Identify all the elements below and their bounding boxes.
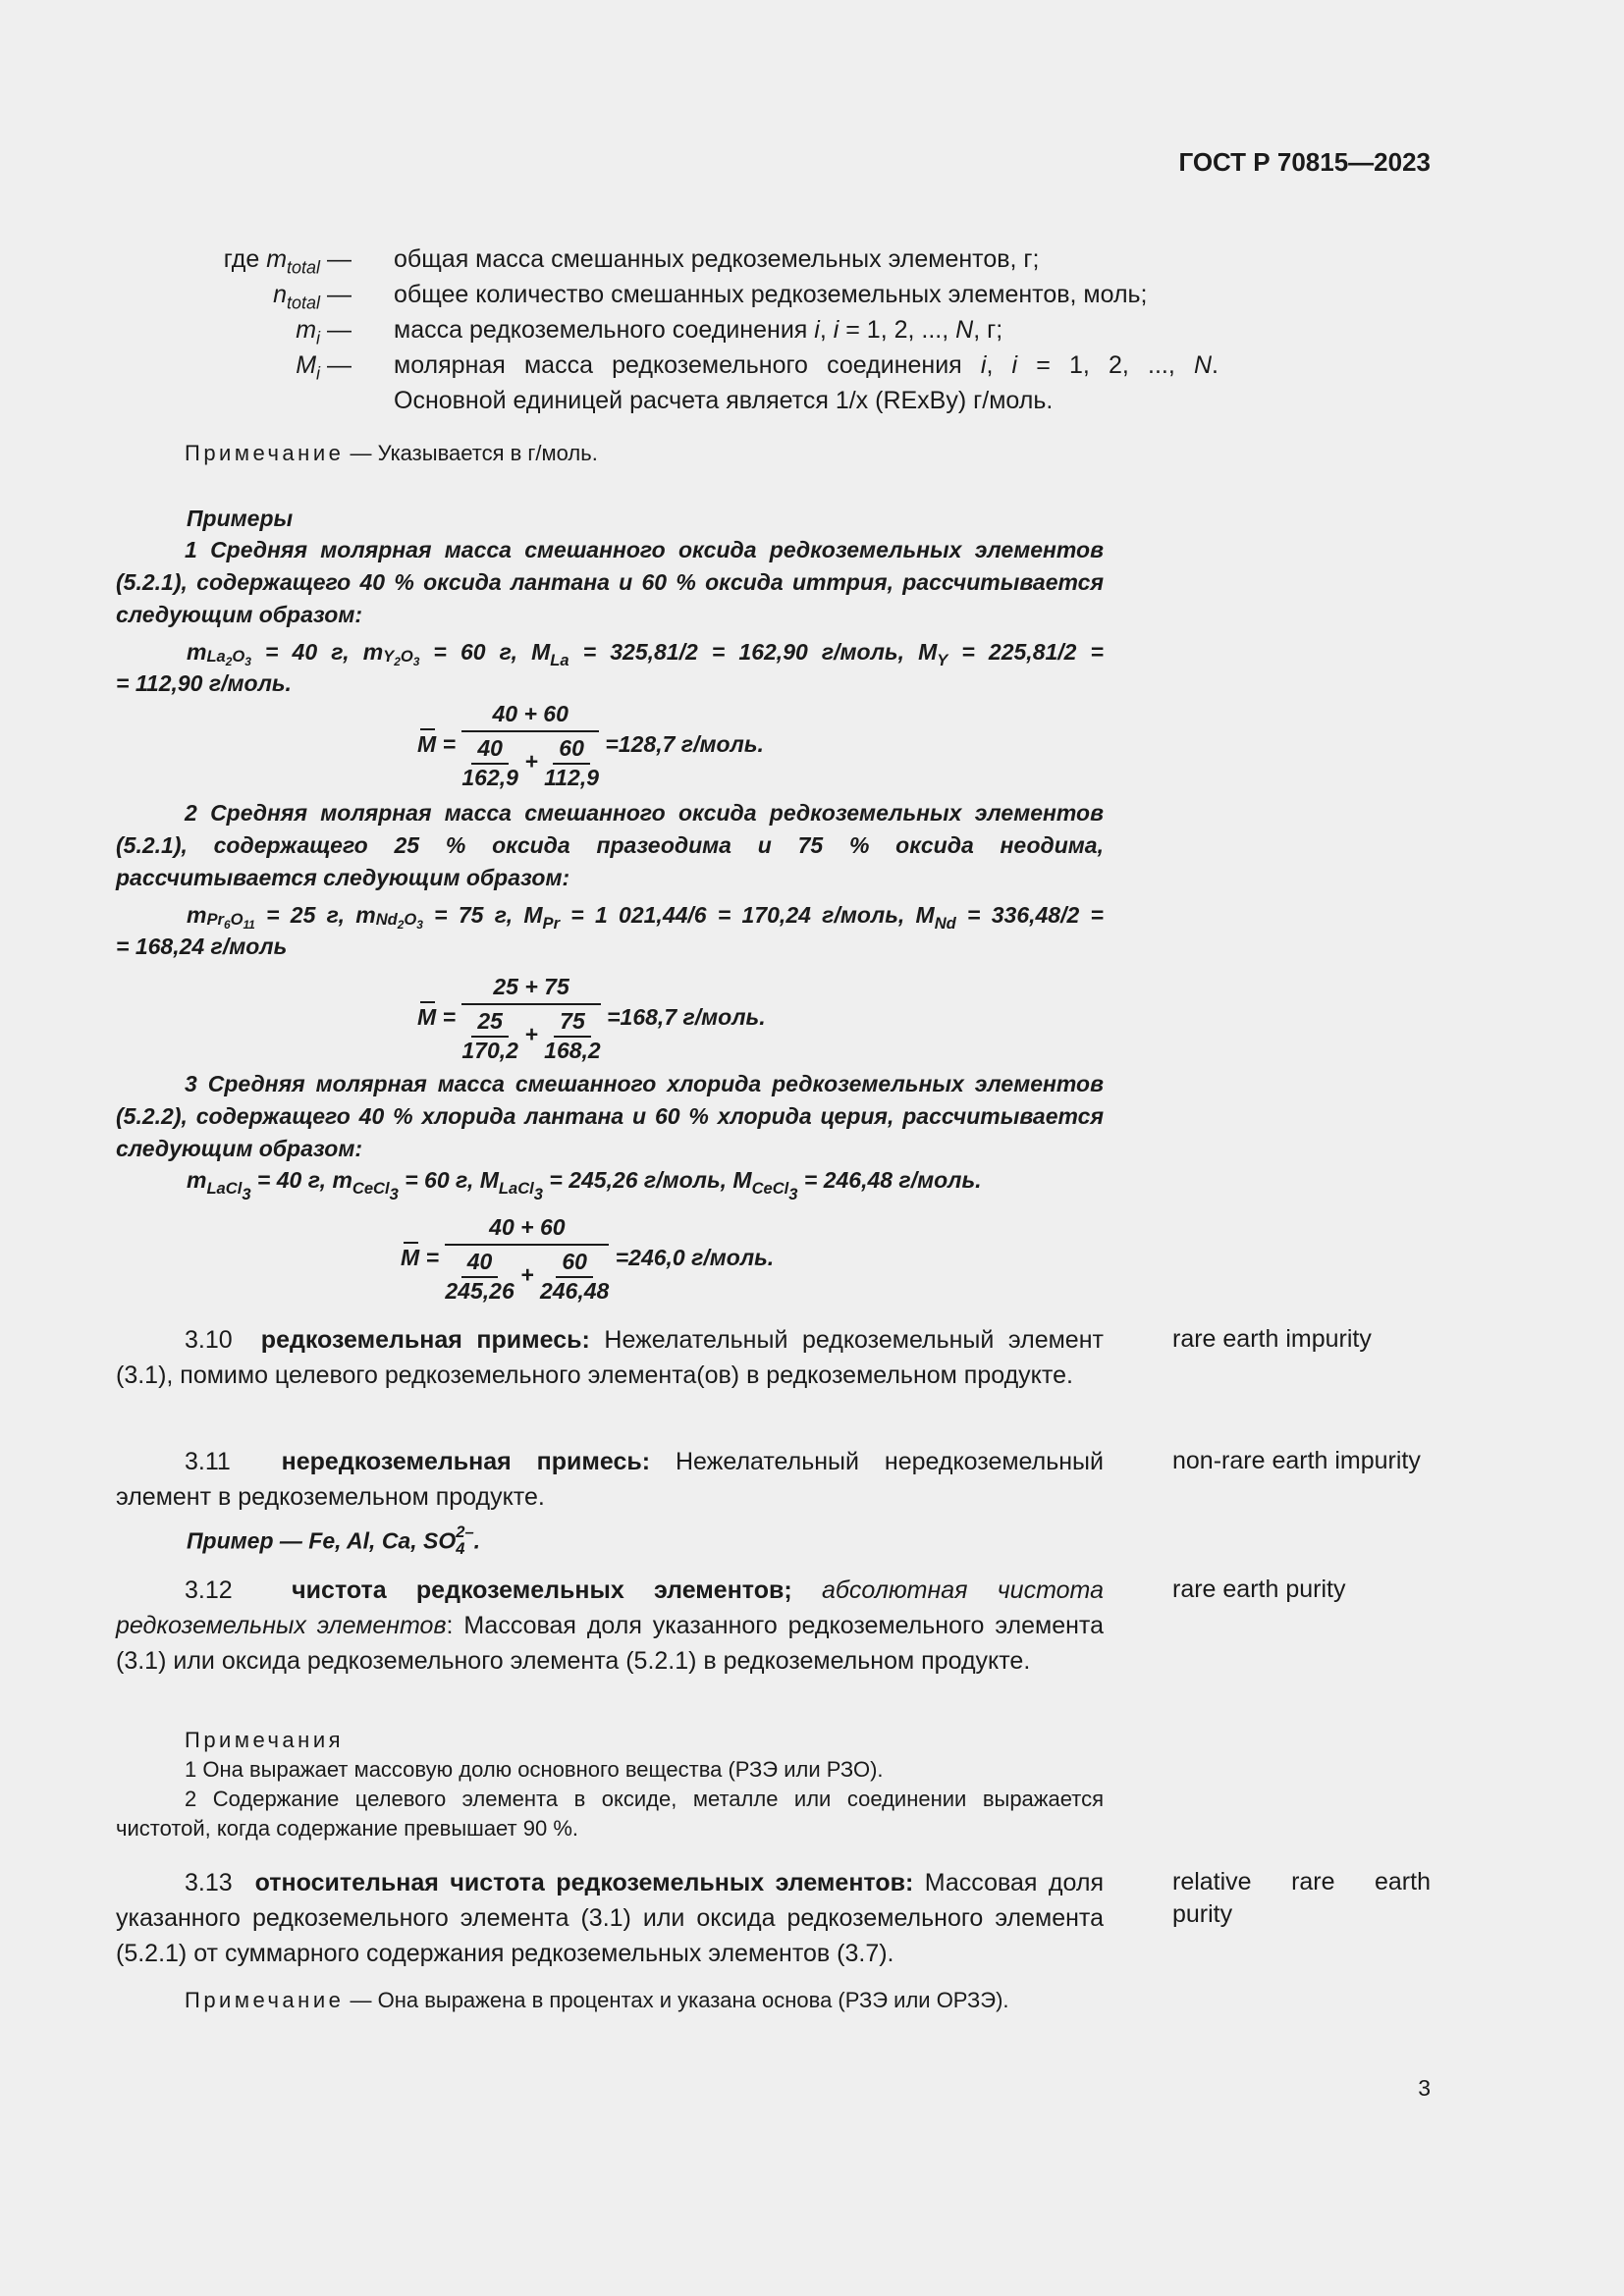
fraction (461, 701, 599, 791)
legend-symbol: где $m_{total}$ — (223, 245, 352, 278)
term-3-11: 3.11 нередкоземельная примесь: Нежелательный нередкоземельный элемент в редкоземельном продукте. (116, 1448, 1104, 1511)
fraction-denominator: $\frac{25}{170,2}$ + $\frac{75}{168,2}$ (461, 1003, 600, 1064)
legend-row (116, 241, 1225, 277)
example-1-data: m $La_2O_3$ = 40 г, m $Y_2O_3$ = 60 г, $M_{La} = 325,81/2 = 162,90$ г/моль, $M_Y = 225,81/2$ = (187, 639, 1104, 668)
note-label: Примечание (185, 441, 345, 465)
term-3-13-english: relative rare earth purity (1172, 1868, 1431, 1928)
term-3-11-example: Пример — Fe, Al, Ca, SO 2– 4 . (187, 1522, 481, 1558)
fraction (445, 1214, 609, 1305)
fraction (461, 974, 600, 1064)
legend-symbol: $M_i$ — (296, 351, 352, 384)
note-text: — Указывается в г/моль. (350, 441, 598, 465)
formula-1: M = 40 + 60 $\frac{40}{162,9}$ + $\frac{60}{112,9}$ =128,7 г/моль. (417, 701, 764, 790)
term-3-13-note: Примечание — Она выражена в процентах и указана основа (РЗЭ или ОРЗЭ). (185, 1988, 1009, 2012)
fraction-numerator: 40 + 60 (492, 701, 568, 726)
term-3-11-english: non-rare earth impurity (1172, 1447, 1421, 1474)
example-3-text: 3 Средняя молярная масса смешанного хлорида редкоземельных элементов (5.2.2), содержащего 40 % хлорида лантана и 60 % хлорида церия, рассчитывается следующим образом: (116, 1071, 1104, 1161)
fraction-numerator: 40 + 60 (489, 1214, 566, 1240)
term-3-12-english: rare earth purity (1172, 1575, 1346, 1603)
formula-result: =168,7 г/моль. (607, 1004, 766, 1031)
fraction-denominator: $\frac{40}{245,26}$ + $\frac{60}{246,48}$ (445, 1244, 609, 1305)
mean-molar-mass-symbol: M (417, 731, 437, 758)
fraction-denominator: $\frac{40}{162,9}$ + $\frac{60}{112,9}$ (461, 730, 599, 791)
page-number: 3 (1418, 2075, 1431, 2101)
mean-molar-mass-symbol: M (417, 1004, 437, 1031)
legend-desc: общее количество смешанных редкоземельных элементов, моль; (394, 281, 1148, 308)
examples-heading: Примеры (187, 506, 294, 531)
term-3-10-english: rare earth impurity (1172, 1325, 1372, 1353)
example-1-text: 1 Средняя молярная масса смешанного оксида редкоземельных элементов (5.2.1), содержащего 40 % оксида лантана и 60 % оксида иттрия, рассчитывается следующим образом: (116, 537, 1104, 627)
formula-2: M = 25 + 75 $\frac{25}{170,2}$ + $\frac{75}{168,2}$ =168,7 г/моль. (417, 974, 766, 1063)
example-2-data-cont: = 168,24 г/моль (116, 934, 288, 959)
example-2-text: 2 Средняя молярная масса смешанного оксида редкоземельных элементов (5.2.1), содержащего 25 % оксида празеодима и 75 % оксида неодима, рассчитывается следующим образом: (116, 800, 1104, 890)
legend-desc: масса редкоземельного соединения i, i = 1, 2, ..., N, г; (394, 316, 1003, 344)
legend-desc-line2: Основной единицей расчета является 1/x (RExBy) г/моль. (394, 387, 1054, 414)
standard-id: ГОСТ Р 70815—2023 (1178, 147, 1431, 177)
example-1-data-cont: = 112,90 г/моль. (116, 670, 292, 696)
formula-3: M = 40 + 60 $\frac{40}{245,26}$ + $\frac{60}{246,48}$ =246,0 г/моль. (401, 1214, 775, 1304)
term-3-13: 3.13 относительная чистота редкоземельных элементов: Массовая доля указанного редкоземельного элемента (3.1) или оксида редкоземельного элемента (5.2.1) от суммарного содержания редкоземельных элементов (3.7). (116, 1869, 1104, 1967)
legend-row (116, 277, 1225, 312)
example-3-data: $m_{LaCl}$ 3 = 40 г, $m_{CeCl}$ 3 = 60 г, $M_{LaCl}$ 3 = 245,26 г/моль, $M_{CeCl}$ 3 = 246,48 г/моль. (187, 1167, 982, 1204)
mean-molar-mass-symbol: M (401, 1245, 420, 1271)
fraction-numerator: 25 + 75 (493, 974, 569, 999)
term-3-10: 3.10 редкоземельная примесь: Нежелательный редкоземельный элемент (3.1), помимо целевого редкоземельного элемента(ов) в редкоземельном продукте. (116, 1326, 1104, 1389)
legend-symbol: $n_{total}$ — (273, 281, 352, 313)
term-3-12: 3.12 чистота редкоземельных элементов; абсолютная чистота редкоземельных элементов: Массовая доля указанного редкоземельного элемента (3.1) или оксида редкоземельного элемента (5.2.1) в редкоземельном продукте. (116, 1576, 1105, 1675)
legend-desc: молярная масса редкоземельного соединения i, i = 1, 2, ..., N. (394, 351, 1218, 379)
legend-row (116, 347, 1225, 418)
notes-label: Примечания (185, 1728, 345, 1752)
note-item: 1 Она выражает массовую долю основного вещества (РЗЭ или РЗО). (185, 1757, 884, 1782)
term-3-12-notes (116, 1726, 1104, 1843)
symbol-legend (116, 241, 1225, 418)
note (185, 439, 1108, 468)
legend-row (116, 312, 1225, 347)
formula-result: =128,7 г/моль. (605, 731, 764, 758)
note-item: 2 Содержание целевого элемента в оксиде, металле или соединении выражается чистотой, когда содержание превышает 90 %. (116, 1787, 1104, 1841)
example-2-data: m $Pr_6O_{11}$ = 25 г, m $Nd_2O_3$ = 75 г, $M_{Pr} = 1$ 021,44/6 = 170,24 г/моль, $M_{Nd} = 336,48/2$ = (187, 902, 1104, 932)
legend-symbol: $m_i$ — (296, 316, 352, 348)
legend-desc: общая масса смешанных редкоземельных элементов, г; (394, 245, 1040, 273)
formula-result: =246,0 г/моль. (615, 1245, 775, 1271)
